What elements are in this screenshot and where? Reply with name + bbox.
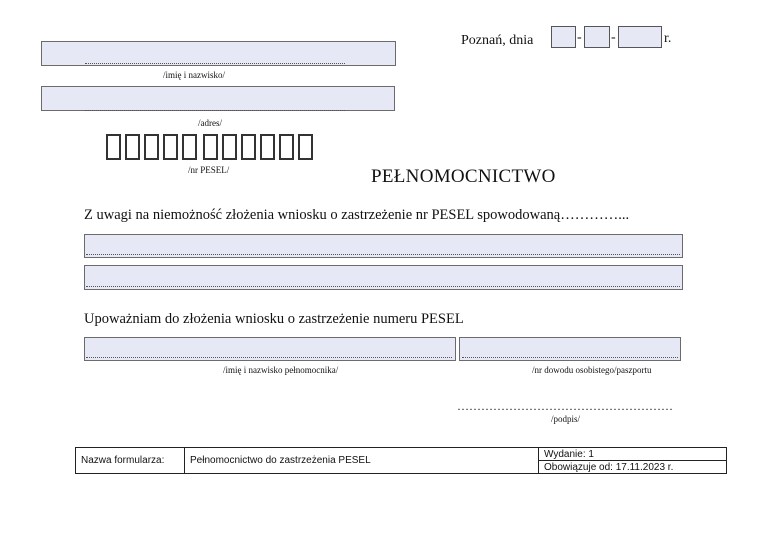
- date-line: [461, 33, 533, 49]
- edition-cell: Wydanie: 1: [539, 448, 727, 461]
- pesel-digit-box[interactable]: [241, 134, 256, 160]
- pesel-digit-box[interactable]: [106, 134, 121, 160]
- proxy-id-label: /nr dowodu osobistego/paszportu: [532, 365, 652, 375]
- signature-label: /podpis/: [551, 414, 581, 424]
- valid-from-cell: Obowiązuje od: 17.11.2023 r.: [539, 461, 727, 474]
- pesel-label: /nr PESEL/: [188, 165, 230, 175]
- form-info-table: [75, 447, 727, 474]
- pesel-digit-box[interactable]: [222, 134, 237, 160]
- pesel-digit-box[interactable]: [163, 134, 178, 160]
- pesel-digit-box[interactable]: [298, 134, 313, 160]
- date-month-box[interactable]: [584, 26, 610, 48]
- proxy-name-label: /imię i nazwisko pełnomocnika/: [223, 365, 339, 375]
- applicant-address-dotted-line: [85, 110, 345, 111]
- pesel-digit-box[interactable]: [203, 134, 218, 160]
- pesel-input-boxes[interactable]: [106, 134, 318, 162]
- form-name-label: Nazwa formularza:: [76, 448, 185, 474]
- date-separator: -: [611, 30, 616, 45]
- date-field[interactable]: [551, 26, 675, 48]
- applicant-address-label: /adres/: [198, 118, 222, 128]
- proxy-id-dotted-line: [462, 357, 678, 358]
- document-title: PEŁNOMOCNICTWO: [371, 166, 556, 187]
- proxy-name-dotted-line: [86, 357, 452, 358]
- pesel-digit-box[interactable]: [279, 134, 294, 160]
- pesel-digit-box[interactable]: [182, 134, 197, 160]
- form-name-value: Pełnomocnictwo do zastrzeżenia PESEL: [185, 448, 539, 474]
- date-day-box[interactable]: [551, 26, 576, 48]
- date-separator: -: [577, 30, 582, 45]
- applicant-address-field[interactable]: [41, 86, 395, 111]
- applicant-name-label: /imię i nazwisko/: [163, 70, 225, 80]
- pesel-digit-box[interactable]: [125, 134, 140, 160]
- pesel-digit-box[interactable]: [144, 134, 159, 160]
- authorization-text: Upoważniam do złożenia wniosku o zastrzeżenie numeru PESEL: [84, 311, 464, 327]
- applicant-name-dotted-line: [85, 63, 345, 64]
- pesel-digit-box[interactable]: [260, 134, 275, 160]
- reason-dotted-line-2: [86, 286, 680, 287]
- reason-dotted-line-1: [86, 254, 680, 255]
- date-year-box[interactable]: [618, 26, 662, 48]
- signature-line: ………………………………………………: [457, 399, 673, 413]
- reason-text: Z uwagi na niemożność złożenia wniosku o zastrzeżenie nr PESEL spowodowaną…………...: [84, 207, 630, 223]
- place-date-prefix: Poznań, dnia: [461, 33, 534, 48]
- date-suffix: r.: [664, 31, 672, 46]
